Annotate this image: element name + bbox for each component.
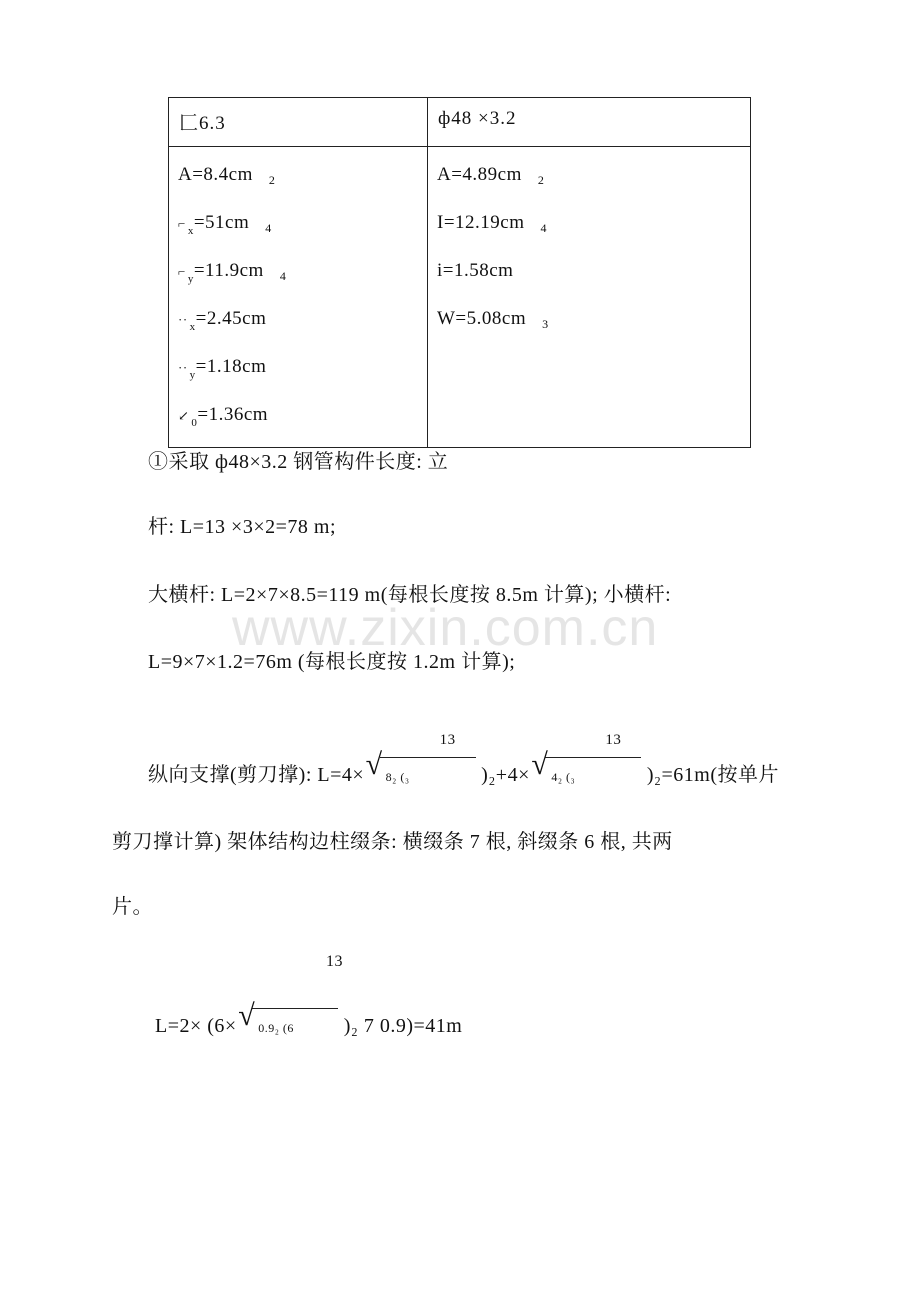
pipe-prop-label: I=12.19cm xyxy=(437,212,525,233)
pipe-prop-exponent: 3 xyxy=(542,317,549,331)
symbol-glyph-icon: ·· xyxy=(178,312,188,327)
channel-prop-row xyxy=(178,347,427,395)
table-body-row xyxy=(169,147,751,448)
pipe-prop-exponent: 2 xyxy=(537,173,545,187)
pipe-prop-label: W=5.08cm xyxy=(437,308,527,329)
pipe-props-cell xyxy=(428,147,751,448)
radical-2 xyxy=(545,732,641,787)
radical-3 xyxy=(252,1008,338,1038)
section-properties-table xyxy=(168,97,751,448)
text-line-1: ①采取 ф48×3.2 钢管构件长度: 立 xyxy=(148,451,449,473)
text-line-8 xyxy=(155,1008,462,1038)
radical-1-body: 8₂ (₃ xyxy=(385,770,410,784)
channel-prop-sub: x xyxy=(187,225,194,237)
symbol-glyph-icon: ⌐ xyxy=(178,264,186,279)
channel-props-list xyxy=(169,147,427,447)
line8-prefix: L=2× (6× xyxy=(155,1015,237,1037)
pipe-prop-row xyxy=(437,251,750,299)
channel-prop-row xyxy=(178,203,427,251)
channel-prop-sub: x xyxy=(189,321,196,333)
channel-prop-row xyxy=(178,395,427,443)
pipe-prop-exponent: 4 xyxy=(540,221,548,235)
channel-prop-label: =51cm xyxy=(193,212,250,233)
pipe-prop-label: A=4.89cm xyxy=(437,164,522,185)
text-line-8-top: 13 xyxy=(326,953,343,970)
symbol-glyph-icon: ⌐ xyxy=(178,216,186,231)
watermark: www.zixin.com.cn xyxy=(232,599,659,657)
channel-prop-sub: y xyxy=(187,273,194,285)
radical-2-top: √ 13 xyxy=(605,732,622,748)
line5-prefix: 纵向支撑(剪刀撑): L=4× xyxy=(148,764,365,786)
channel-prop-row xyxy=(178,155,427,203)
channel-prop-row xyxy=(178,251,427,299)
line8-suffix: )₂ 7 0.9)=41m xyxy=(343,1015,463,1037)
header-channel-label: 匚6.3 xyxy=(179,113,226,134)
table-header-row xyxy=(169,98,751,147)
pipe-prop-row xyxy=(437,299,750,347)
pipe-props-list xyxy=(428,147,750,351)
symbol-glyph-icon: ↙ xyxy=(178,408,190,423)
text-line-7: 片。 xyxy=(112,896,153,918)
channel-prop-label: =11.9cm xyxy=(193,260,264,281)
channel-prop-exponent: 2 xyxy=(268,173,276,187)
channel-prop-exponent: 4 xyxy=(279,269,287,283)
channel-prop-label: A=8.4cm xyxy=(178,164,253,185)
line5-suffix: )₂=61m(按单片 xyxy=(646,764,779,786)
pipe-prop-row xyxy=(437,155,750,203)
radical-1-top: √ 13 xyxy=(439,732,456,748)
text-line-2: 杆: L=13 ×3×2=78 m; xyxy=(148,516,337,538)
header-channel-cell xyxy=(169,98,428,147)
text-line-6: 剪刀撑计算) 架体结构边柱缀条: 横缀条 7 根, 斜缀条 6 根, 共两 xyxy=(112,831,673,853)
pipe-prop-row xyxy=(437,203,750,251)
header-pipe-cell xyxy=(428,98,751,147)
channel-prop-exponent: 4 xyxy=(265,221,272,235)
channel-props-cell xyxy=(169,147,428,448)
symbol-glyph-icon: ·· xyxy=(178,360,188,375)
pipe-prop-label: i=1.58cm xyxy=(437,260,514,281)
channel-prop-label: =1.36cm xyxy=(197,404,269,425)
line5-mid: )₂+4× xyxy=(481,764,530,786)
text-line-5 xyxy=(148,732,779,787)
channel-prop-label: =2.45cm xyxy=(195,308,267,329)
channel-prop-sub: y xyxy=(189,369,196,381)
channel-prop-row xyxy=(178,299,427,347)
header-pipe-label: ф48 ×3.2 xyxy=(438,108,517,129)
text-line-3: 大横杆: L=2×7×8.5=119 m(每根长度按 8.5m 计算); 小横杆: xyxy=(148,584,672,606)
channel-prop-sub: 0 xyxy=(191,417,198,429)
radical-2-body: 4₂ (₃ xyxy=(551,770,576,784)
channel-prop-label: =1.18cm xyxy=(195,356,267,377)
text-line-4: L=9×7×1.2=76m (每根长度按 1.2m 计算); xyxy=(148,651,516,673)
radical-3-body: 0.9₂ (6 xyxy=(258,1021,294,1035)
radical-1 xyxy=(380,732,476,787)
